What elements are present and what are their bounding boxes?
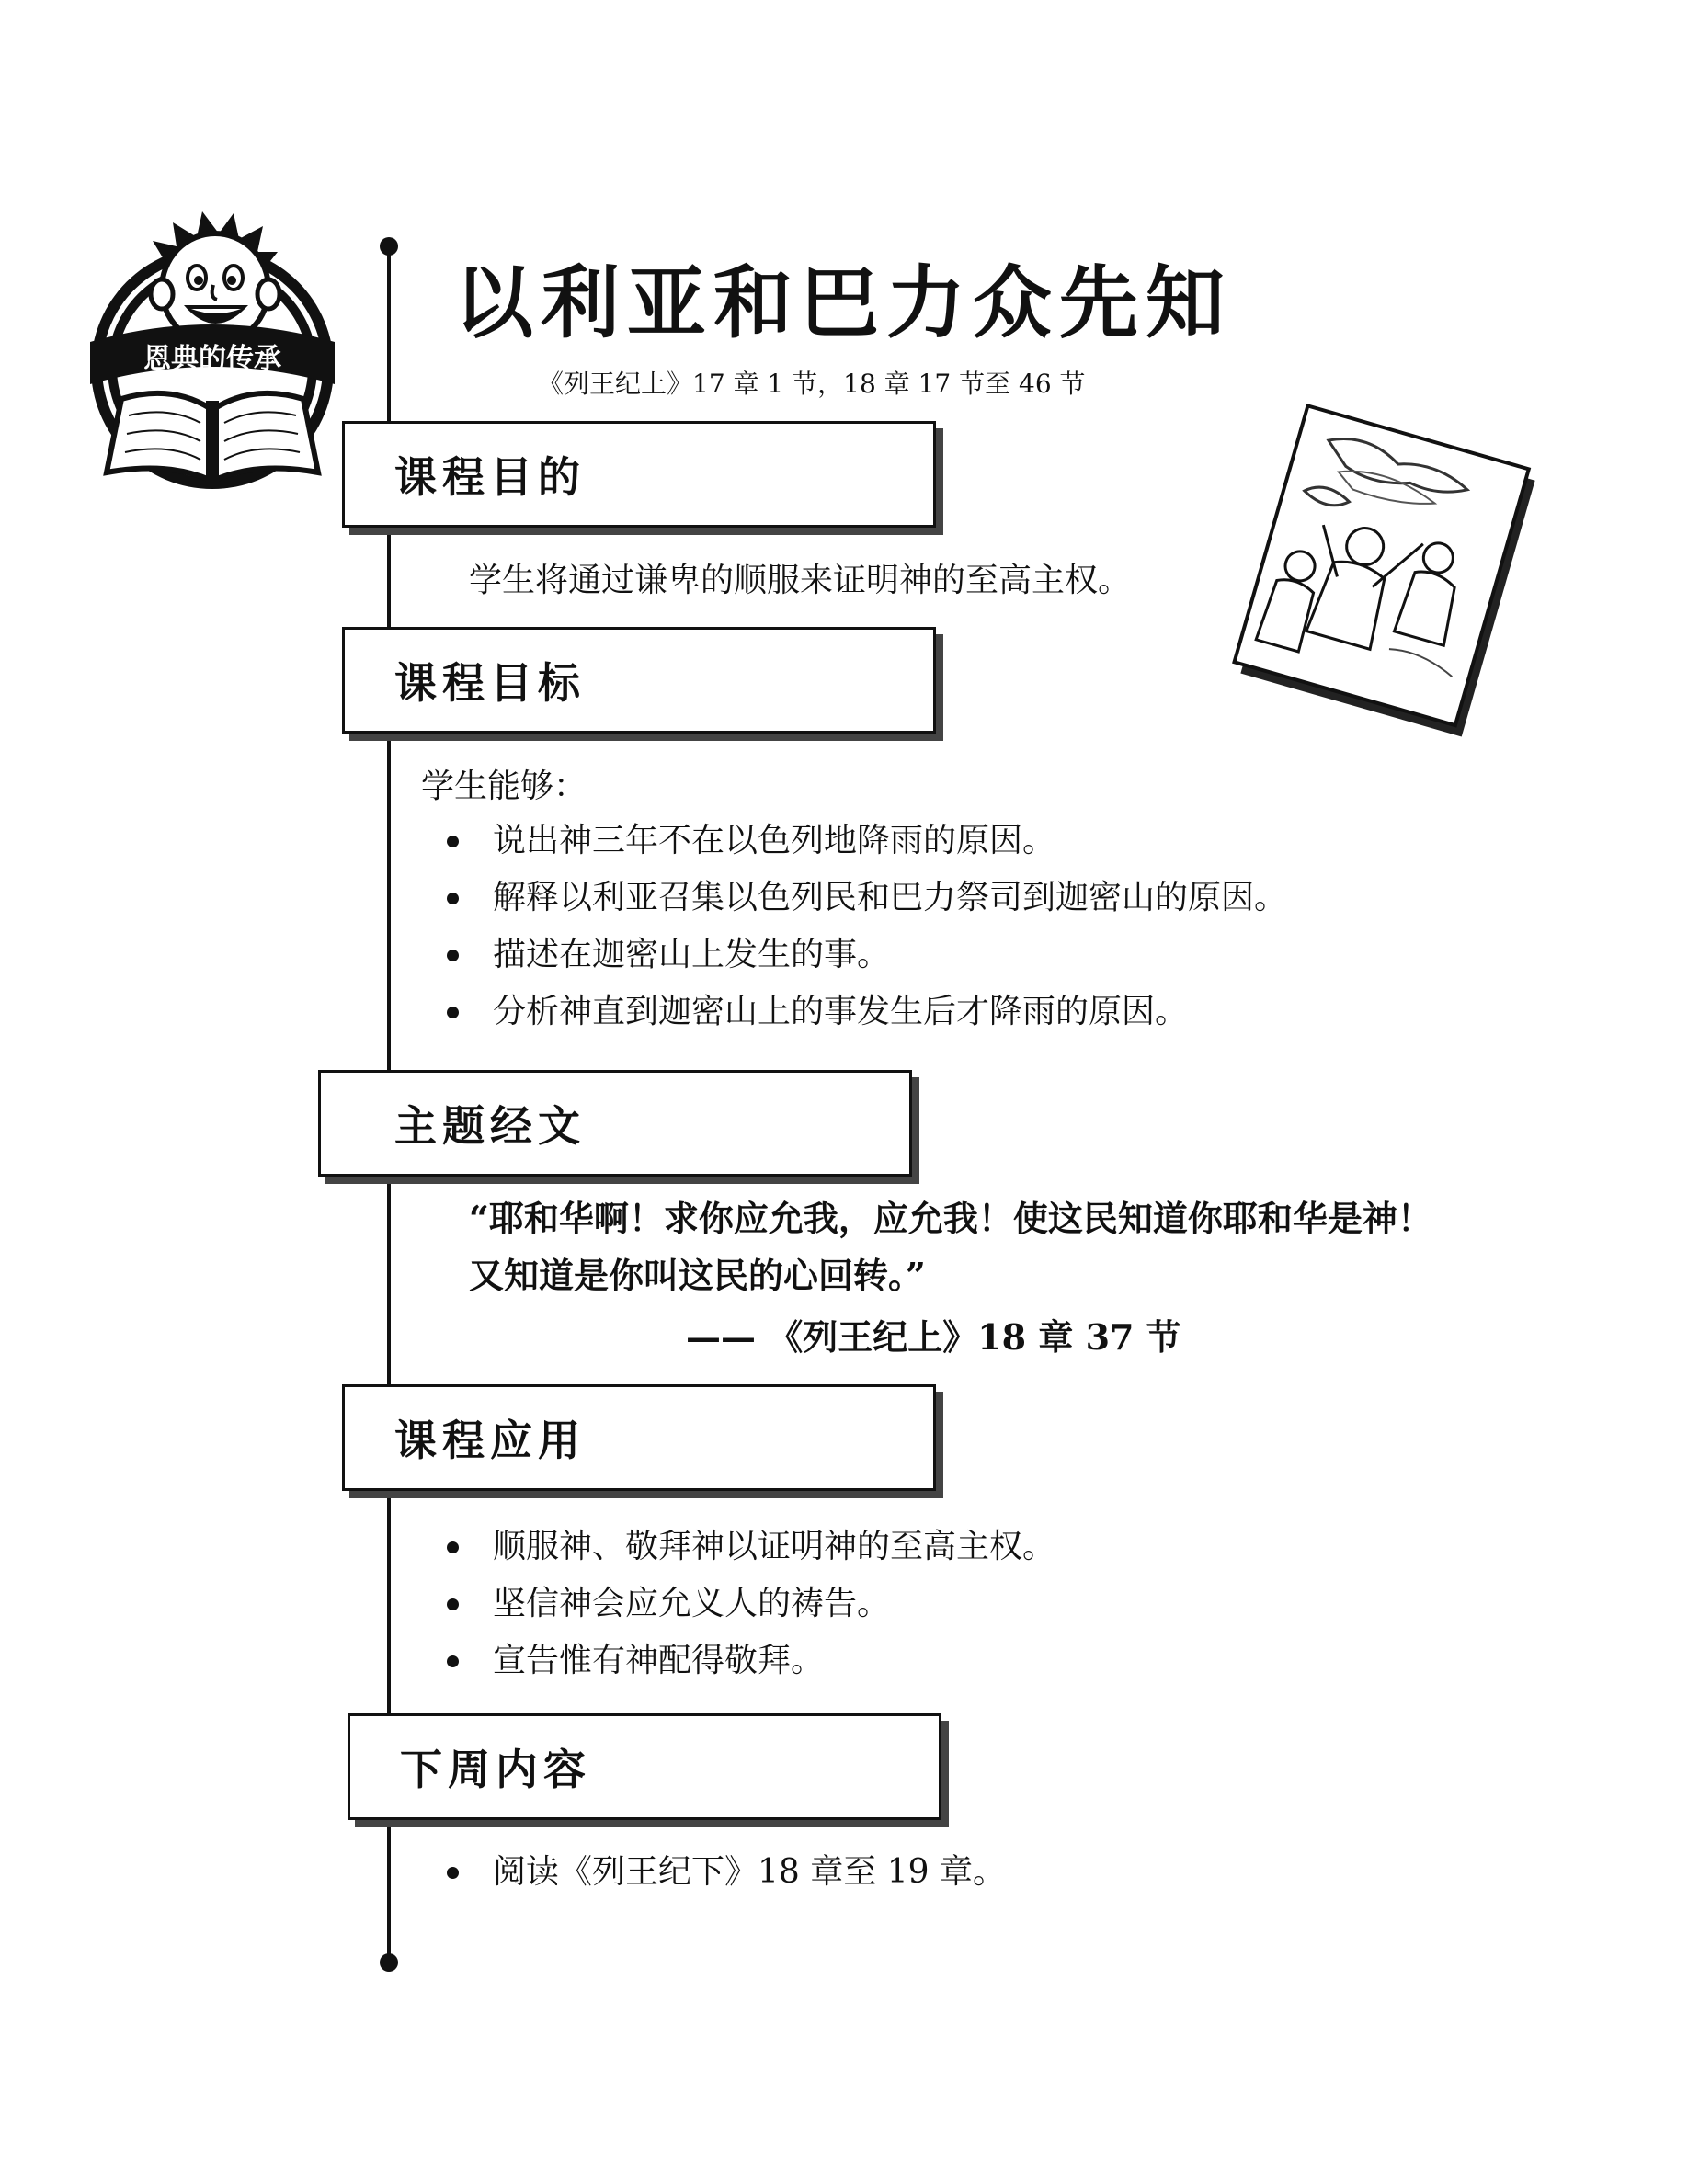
- key-verse-reference: —— 《列王纪上》18 章 37 节: [686, 1316, 1181, 1358]
- list-item: 阅读《列王纪下》18 章至 19 章。: [443, 1844, 1006, 1901]
- section-key-verse-header: [318, 1070, 912, 1177]
- section-application-header: [342, 1384, 936, 1491]
- page-title: 以利亚和巴力众先知: [454, 257, 1232, 349]
- next-week-list: [443, 1844, 1006, 1901]
- list-item: 分析神直到迦密山上的事发生后才降雨的原因。: [443, 984, 1287, 1041]
- list-item: 描述在迦密山上发生的事。: [443, 927, 1287, 984]
- list-item: 说出神三年不在以色列地降雨的原因。: [443, 813, 1287, 870]
- section-title: 下周内容: [400, 1745, 591, 1794]
- elijah-fire-from-heaven-illustration: [1230, 397, 1543, 746]
- list-item: 解释以利亚召集以色列民和巴力祭司到迦密山的原因。: [443, 870, 1287, 927]
- list-item: 顺服神、敬拜神以证明神的至高主权。: [443, 1519, 1055, 1575]
- section-next-week-header: [348, 1713, 941, 1820]
- timeline-bottom-dot: [380, 1953, 398, 1972]
- section-title: 课程目标: [394, 658, 586, 708]
- application-list: [443, 1519, 1055, 1689]
- key-verse-quote: “耶和华啊！求你应允我，应允我！使这民知道你耶和华是神！又知道是你叫这民的心回转。”: [469, 1198, 1432, 1296]
- list-item: 坚信神会应允义人的祷告。: [443, 1575, 1055, 1632]
- objectives-intro: 学生能够：: [421, 768, 587, 805]
- scripture-reference: 《列王纪上》17 章 1 节，18 章 17 节至 46 节: [538, 369, 1086, 399]
- section-purpose-header: [342, 421, 936, 528]
- boy-reading-book-logo: [88, 204, 336, 496]
- section-title: 课程应用: [394, 1416, 586, 1465]
- section-title: 主题经文: [394, 1101, 586, 1151]
- objectives-list: [443, 813, 1287, 1041]
- purpose-text: 学生将通过谦卑的顺服来证明神的至高主权。: [469, 562, 1132, 599]
- svg-text:恩典的传承: 恩典的传承: [143, 343, 281, 375]
- timeline-top-dot: [380, 237, 398, 256]
- section-title: 课程目的: [394, 452, 586, 502]
- list-item: 宣告惟有神配得敬拜。: [443, 1632, 1055, 1689]
- section-objectives-header: [342, 627, 936, 734]
